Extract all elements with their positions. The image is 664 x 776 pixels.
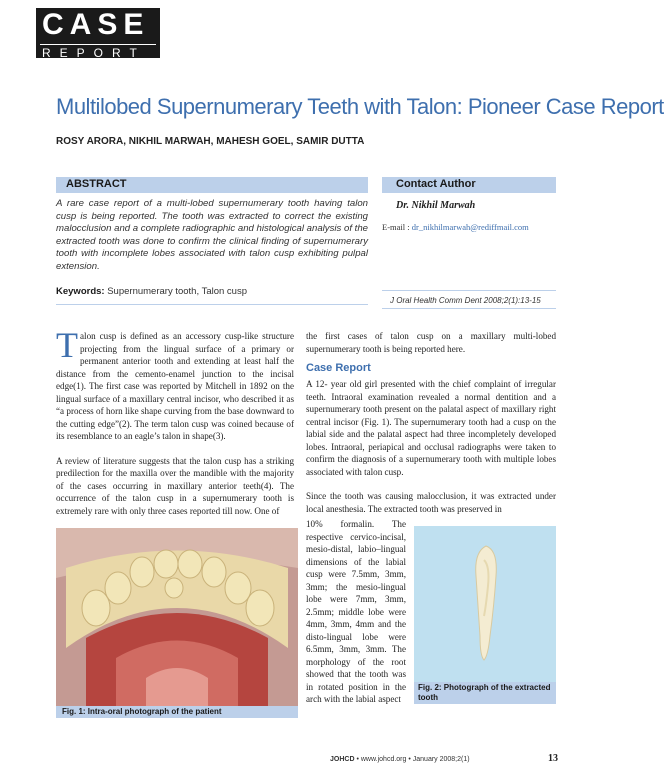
footer-journal: JOHCD [330, 756, 355, 763]
footer-issue-date: January 2008;2(1) [412, 756, 470, 763]
right-column-intro [306, 330, 556, 355]
left-column-text [56, 325, 294, 517]
dimensions-paragraph: 10% formalin. The respective cervico-incisal, mesio-distal, labio–lingual dimensions of the labial cusp were 7.5mm, 3mm, 3mm; the mesio-lingual lobe were 7mm, 3mm, 2.5mm; middle lobe were 4mm, 3mm, 4mm and the disto-lingual lobe were 6.5mm, 3mm, 3mm. The morphology of the root showed that the tooth was in rotated position in the arch with the labial aspect [306, 519, 406, 704]
case-report-heading: Case Report [306, 362, 371, 374]
email-label: E-mail : [382, 222, 410, 232]
contact-author-email-line [382, 222, 529, 232]
drop-cap: T [56, 325, 78, 365]
logo-divider [40, 44, 156, 45]
footer-website[interactable]: www.johcd.org [360, 756, 407, 763]
extracted-tooth-drawing [414, 526, 556, 682]
figure-2-caption: Fig. 2: Photograph of the extracted tooth [414, 682, 556, 704]
intro-paragraph [56, 325, 294, 443]
page-footer [330, 756, 470, 763]
footer-separator: • [356, 756, 359, 763]
citation-rule-bottom [382, 308, 556, 309]
contact-author-heading: Contact Author [396, 178, 476, 190]
extraction-paragraph: Since the tooth was causing malocclusion, it was extracted under local anesthesia. The extracted tooth was preserved in [306, 491, 556, 514]
page-number: 13 [548, 753, 558, 764]
footer-separator: • [408, 756, 411, 763]
logo-report-text: REPORT [42, 46, 146, 60]
contact-author-header-bar [382, 177, 556, 193]
email-link[interactable]: dr_nikhilmarwah@rediffmail.com [411, 222, 529, 232]
intraoral-photo [56, 528, 298, 706]
extracted-tooth-photo [414, 526, 556, 682]
keywords-label: Keywords: [56, 286, 105, 297]
keywords-rule [56, 304, 368, 305]
intro-paragraph-text: alon cusp is defined as an accessory cusp-like structure projecting from the lingual surface of a primary or permanent anterior tooth and extending at least half the distance from the cemento-enamel junction to the incisal edge(1). The first case was reported by Mitchell in 1892 on the lingual surface of a maxillary central incisor, who described it as “a process of horn like shape curving from the base downward to the cutting edge”(2). The term talon cusp was coined because of its resemblance to an eagle’s talon in shape(3). [56, 331, 294, 441]
article-title: Multilobed Supernumerary Teeth with Talon: Pioneer Case Report [56, 94, 664, 119]
figure-1-caption: Fig. 1: Intra-oral photograph of the patient [56, 706, 298, 718]
keywords-text: Supernumerary tooth, Talon cusp [107, 286, 247, 297]
citation-rule-top [382, 290, 556, 291]
keywords-line [56, 286, 368, 297]
continuation-paragraph: the first cases of talon cusp on a maxillary multi-lobed supernumerary tooth is being reported here. [306, 331, 556, 354]
literature-paragraph: A review of literature suggests that the talon cusp has a striking predilection for the maxilla over the mandible with the majority of the cases occurring in maxillary anterior teeth(4). The occurrence of the talon cusp in a supernumerary tooth is extremely rare with only three cases reported till now. One of [56, 455, 294, 516]
case-report-logo [36, 8, 160, 58]
logo-case-text: CASE [42, 8, 150, 41]
author-list: ROSY ARORA, NIKHIL MARWAH, MAHESH GOEL, SAMIR DUTTA [56, 136, 365, 147]
contact-author-name: Dr. Nikhil Marwah [396, 200, 476, 211]
abstract-heading: ABSTRACT [66, 178, 127, 190]
journal-citation: J Oral Health Comm Dent 2008;2(1):13-15 [390, 296, 541, 305]
right-column-text [306, 378, 556, 515]
case-paragraph: A 12- year old girl presented with the chief complaint of irregular teeth. Intraoral examination revealed a normal dentition and a supernumerary tooth present on the palatal aspect of maxillary right central incisor (Fig. 1). The supernumerary tooth had a cusp on the labial side and the palatal aspect had three incompletely developed lobes. Intraoral, periapical and occlusal radiographs were taken to confirm the diagnosis of a supernumerary tooth with multiple lobes associated with talon cusp. [306, 379, 556, 477]
abstract-header-bar [56, 177, 368, 193]
intraoral-photo-drawing [56, 528, 298, 706]
abstract-text: A rare case report of a multi-lobed supernumerary tooth having talon cusp is being reported. The tooth was extracted to correct the existing malocclusion and a complete radiographic and histological analysis of the extracted tooth was done to confirm the clinical finding of supernumerary tooth with incomplete lobes associated with talon cusp exhibiting pulpal extension. [56, 198, 368, 272]
